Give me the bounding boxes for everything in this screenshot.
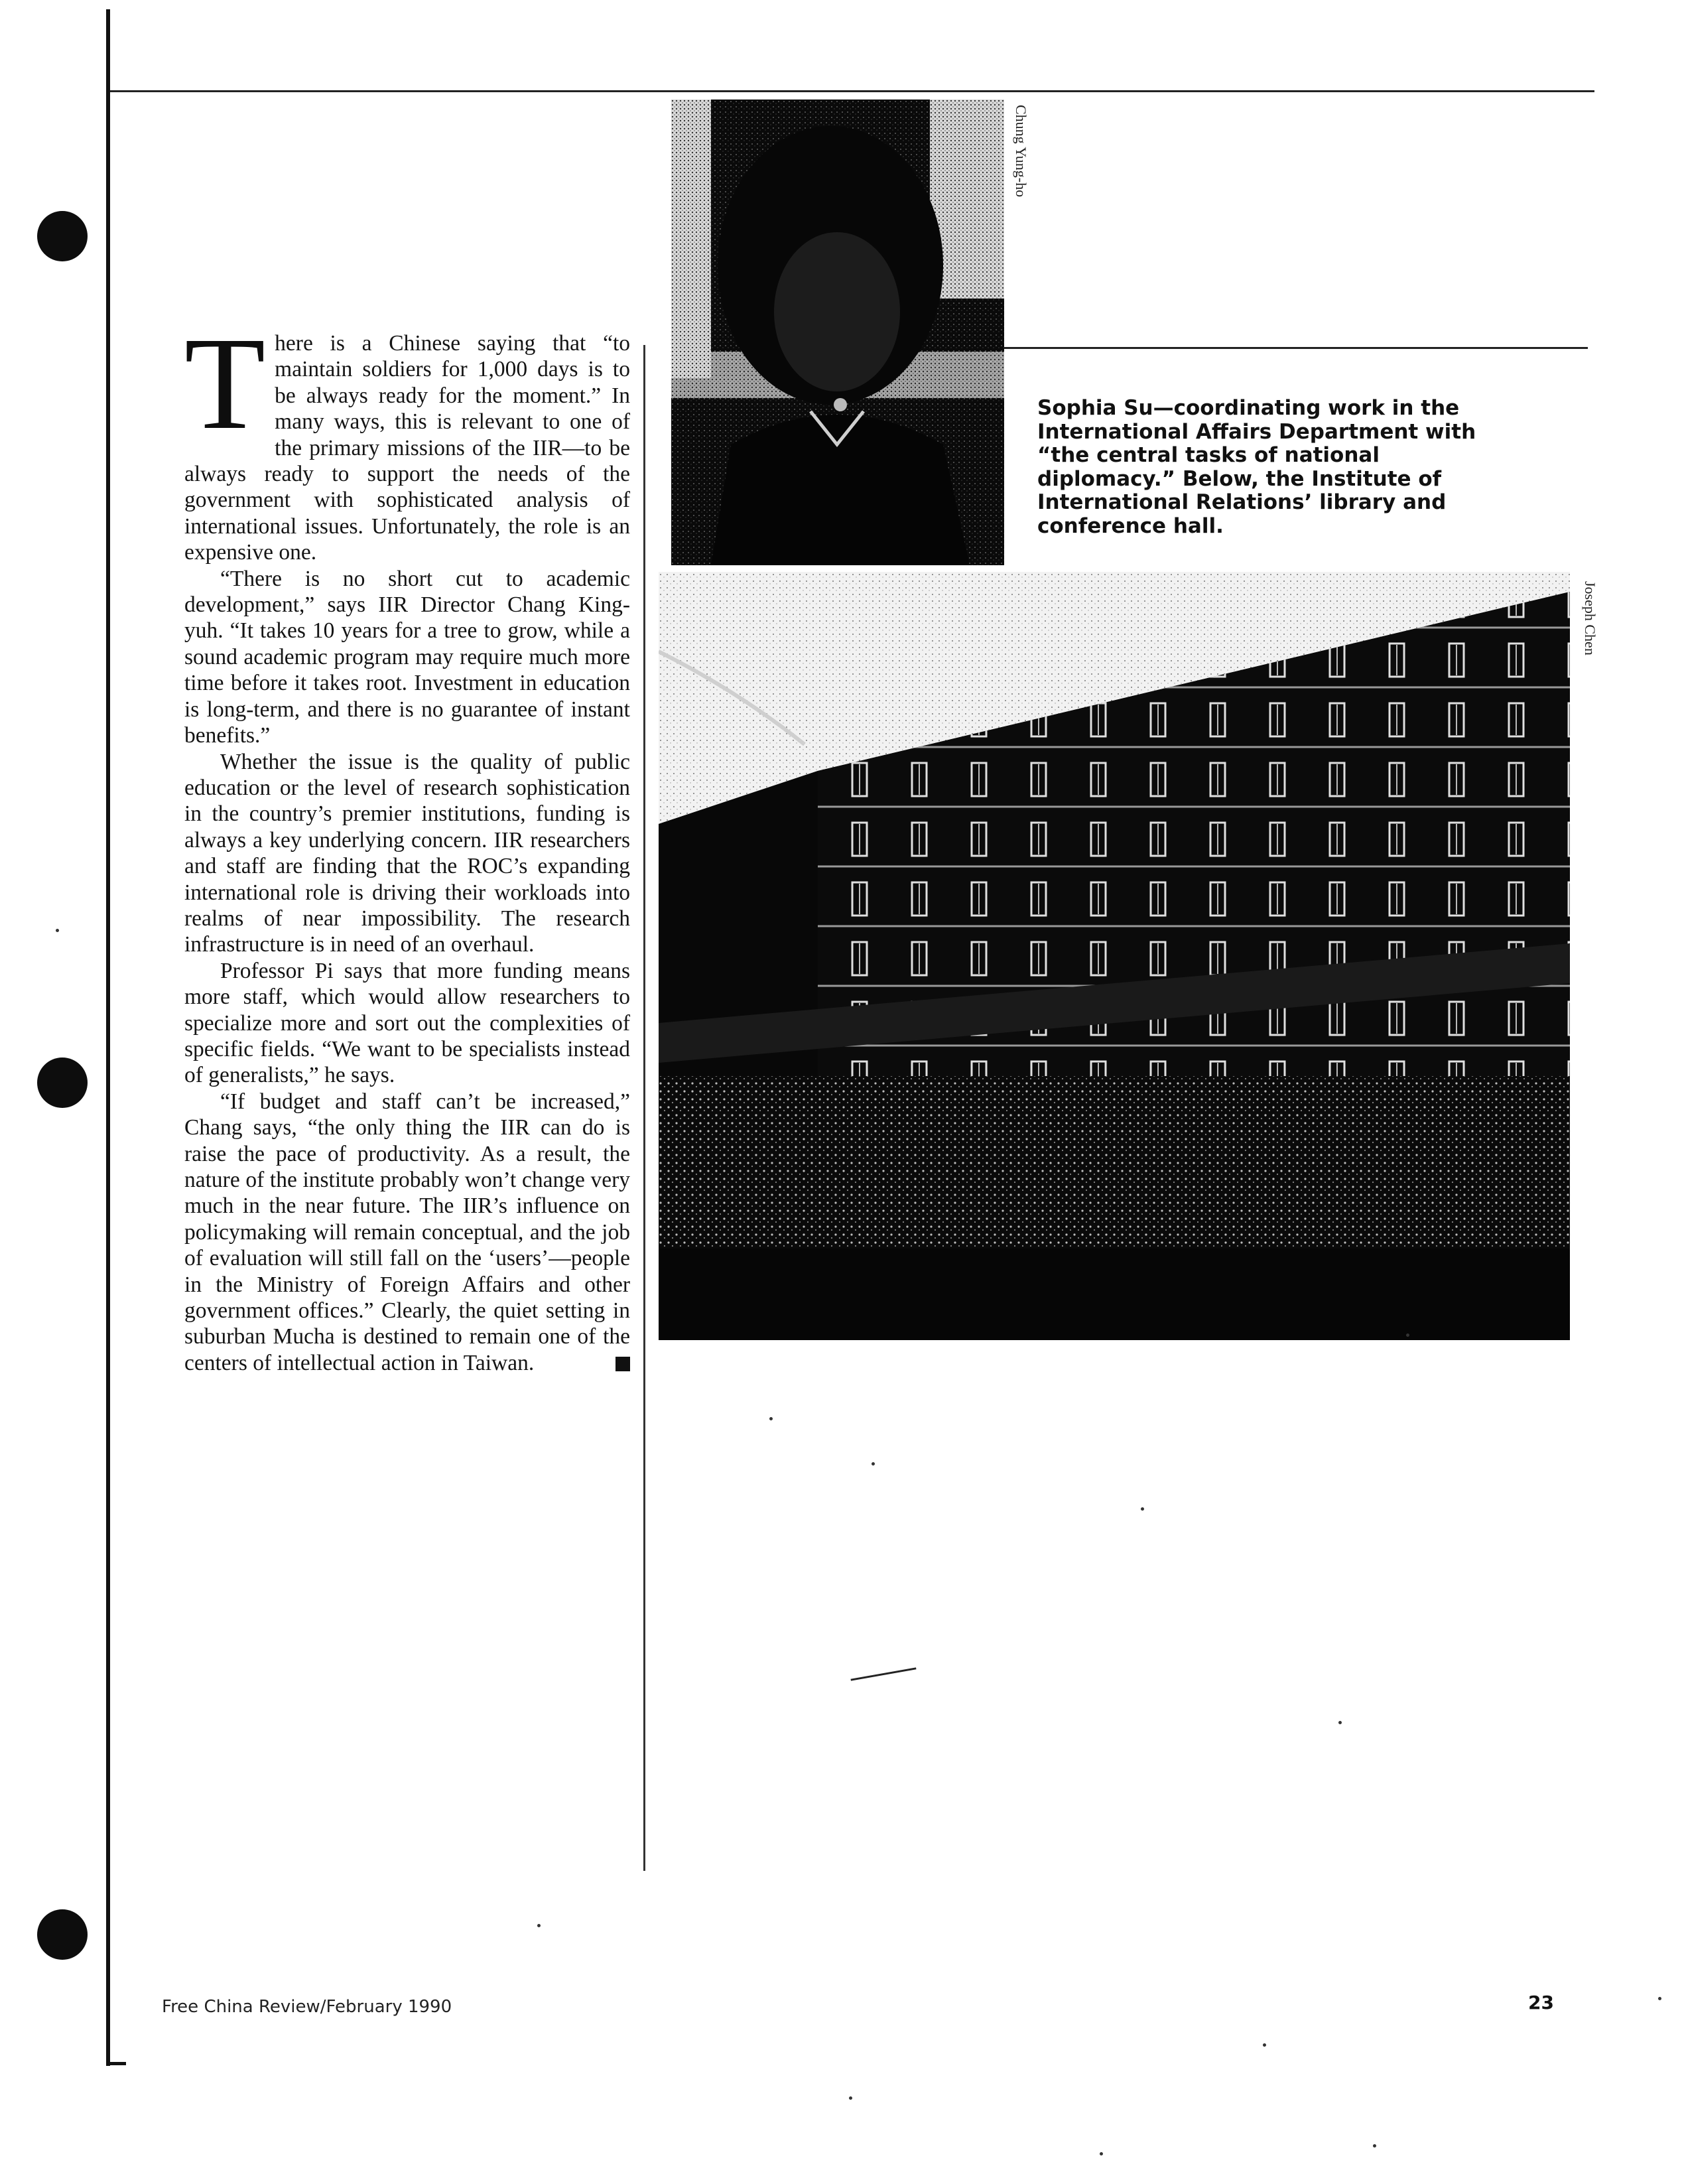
scan-speck (1100, 2152, 1103, 2155)
paragraph-4: Professor Pi says that more funding means more staff, which would allow researchers to specialize more and sort out the complexities of specific fields. “We want to be specialists instead of generalists,” he says. (184, 958, 630, 1088)
scan-speck (56, 929, 59, 932)
photo-caption: Sophia Su—coordinating work in the International Affairs Department with “the central tasks of national diplomacy.” Below, the Institute of International Relations’ library and conference hall. (1037, 396, 1476, 538)
portrait-illustration (671, 100, 1004, 565)
scan-speck (769, 1417, 773, 1420)
article-body (184, 310, 630, 1376)
drop-cap: T (184, 310, 266, 457)
page-number: 23 (1528, 1992, 1554, 2013)
paragraph-5 (184, 1089, 630, 1376)
scan-speck (1338, 1721, 1342, 1724)
scan-mark (850, 1667, 916, 1680)
paragraph-3: Whether the issue is the quality of public education or the level of research sophistication in the country’s premier institutions, funding is always a key underlying concern. IIR researchers and staff are finding that the ROC’s expanding international role is driving their workloads into realms of near impossibility. The research infrastructure is in need of an overhaul. (184, 749, 630, 957)
top-rule (110, 90, 1594, 92)
paragraph-2: “There is no short cut to academic development,” says IIR Director Chang King-yuh. “It takes 10 years for a tree to grow, while a sound academic program may require much more time before it takes root. Investment in education is long-term, and there is no guarantee of instant benefits.” (184, 566, 630, 748)
scan-speck (849, 2096, 852, 2100)
binder-edge-line (106, 9, 110, 2066)
portrait-photo (671, 100, 1004, 565)
building-photo (659, 572, 1570, 1340)
building-illustration (659, 572, 1570, 1340)
punch-hole-bottom (37, 1909, 88, 1960)
binder-edge-foot (106, 2062, 126, 2065)
paragraph-1: here is a Chinese saying that “to maintain soldiers for 1,000 days is to be always ready for the moment.” In many ways, this is relevant to one of the primary missions of the IIR—to be always ready to support the needs of the government with sophisticated analysis of international issues. Unfortunately, the role is an expensive one. (184, 331, 630, 565)
scan-speck (1141, 1507, 1144, 1511)
scan-speck (1373, 2144, 1376, 2148)
scan-speck (1658, 1997, 1661, 2000)
end-mark (615, 1357, 630, 1371)
portrait-credit: Chung Yung-ho (1013, 105, 1029, 198)
caption-rule (1002, 347, 1588, 349)
punch-hole-top (37, 211, 88, 261)
paragraph-5-text: “If budget and staff can’t be increased,” Chang says, “the only thing the IIR can do is raise the pace of productivity. As a result, the nature of the institute probably won’t change very much in the near future. The IIR’s influence on policymaking will remain conceptual, and the job of evaluation will still fall on the ‘users’—people in the Ministry of Foreign Affairs and other government offices.” Clearly, the quiet setting in suburban Mucha is destined to remain one of the centers of intellectual action in Taiwan. (184, 1089, 630, 1375)
publication-footer: Free China Review/February 1990 (162, 1997, 452, 2017)
scan-speck (1263, 2043, 1266, 2047)
column-divider (643, 345, 645, 1871)
scan-speck (1406, 1333, 1409, 1337)
punch-hole-middle (37, 1058, 88, 1108)
scan-speck (537, 1924, 541, 1927)
building-credit: Joseph Chen (1582, 581, 1598, 655)
scan-speck (872, 1462, 875, 1466)
